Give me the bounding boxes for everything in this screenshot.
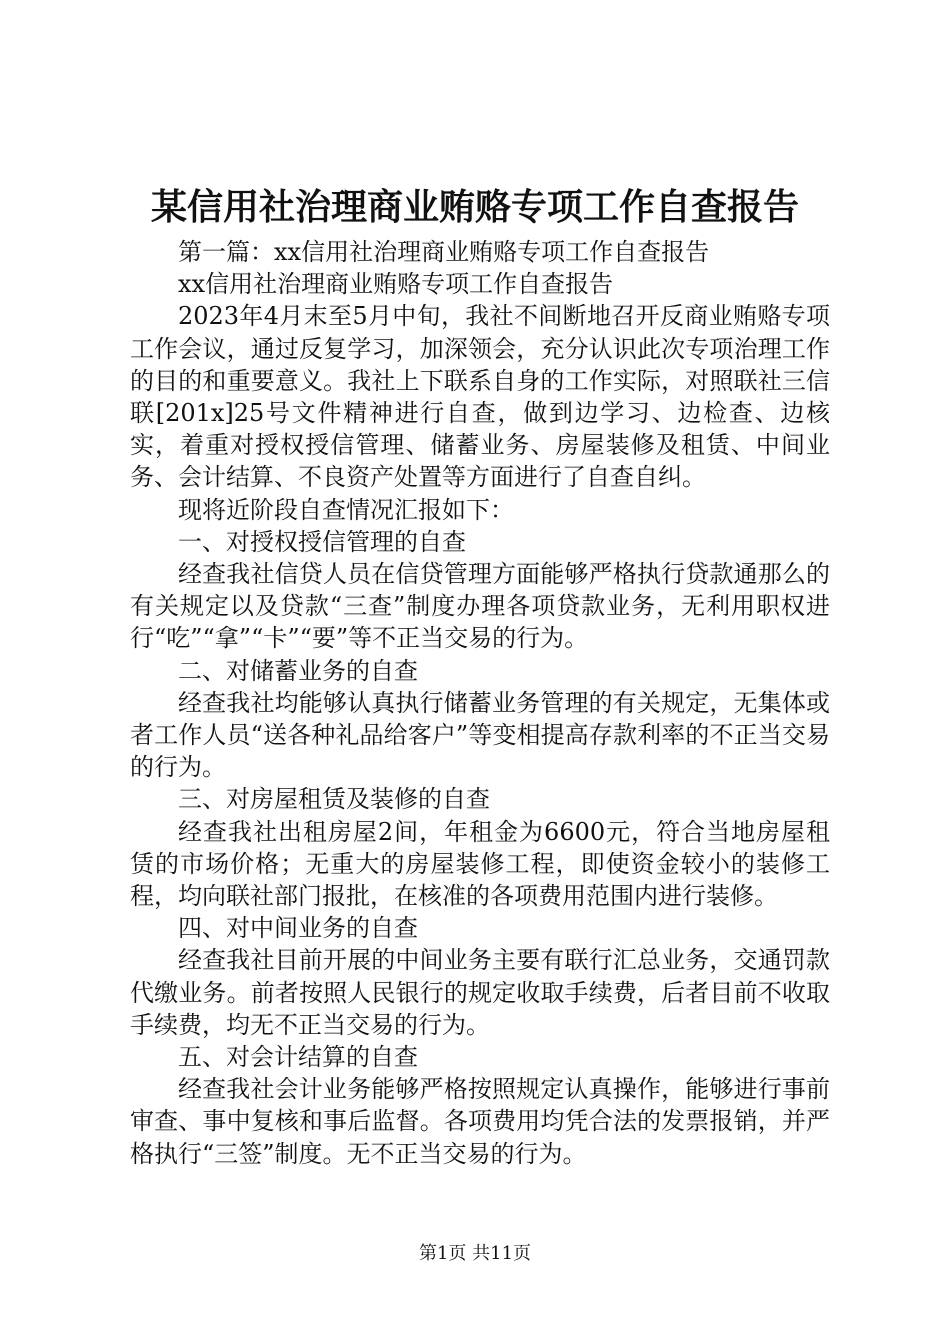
paragraph: 现将近阶段自查情况汇报如下：: [178, 495, 514, 524]
section-heading: 一、对授权授信管理的自查: [178, 527, 466, 556]
paragraph: 经查我社目前开展的中间业务主要有联行汇总业务，交通罚款代缴业务。前者按照人民银行的规定收取手续费，后者目前不收取手续费，均无不正当交易的行为。: [130, 946, 830, 1039]
paragraph: 经查我社均能够认真执行储蓄业务管理的有关规定，无集体或者工作人员“送各种礼品给客户”等变相提高存款利率的不正当交易的行为。: [130, 688, 830, 782]
section-heading: 第一篇：xx信用社治理商业贿赂专项工作自查报告: [178, 238, 710, 266]
section-heading: 四、对中间业务的自查: [178, 914, 418, 943]
paragraph: 经查我社出租房屋2间，年租金为6600元，符合当地房屋租赁的市场价格；无重大的房屋装修工程，即使资金较小的装修工程，均向联社部门报批，在核准的各项费用范围内进行装修。: [130, 817, 830, 911]
paragraph: 2023年4月末至5月中旬，我社不间断地召开反商业贿赂专项工作会议，通过反复学习，加深领会，充分认识此次专项治理工作的目的和重要意义。我社上下联系自身的工作实际，对照联社三信联[201x]25号文件精神进行自查，做到边学习、边检查、边核实，着重对授权授信管理、储蓄业务、房屋装修及租赁、中间业务、会计结算、不良资产处置等方面进行了自查自纠。: [130, 302, 830, 492]
paragraph: 经查我社信贷人员在信贷管理方面能够严格执行贷款通那么的有关规定以及贷款“三查”制度办理各项贷款业务，无利用职权进行“吃”“拿”“卡”“要”等不正当交易的行为。: [130, 560, 830, 653]
page-footer: 第1页 共11页: [418, 1243, 532, 1264]
paragraph: 经查我社会计业务能够严格按照规定认真操作，能够进行事前审查、事中复核和事后监督。各项费用均凭合法的发票报销，并严格执行“三签”制度。无不正当交易的行为。: [130, 1075, 830, 1168]
section-heading: 二、对储蓄业务的自查: [178, 656, 418, 685]
document-body: [130, 236, 830, 1170]
section-heading: 五、对会计结算的自查: [178, 1043, 418, 1072]
section-heading: 三、对房屋租赁及装修的自查: [178, 785, 490, 814]
document-title: 某信用社治理商业贿赂专项工作自查报告: [150, 187, 799, 228]
section-subtitle: xx信用社治理商业贿赂专项工作自查报告: [178, 270, 614, 299]
